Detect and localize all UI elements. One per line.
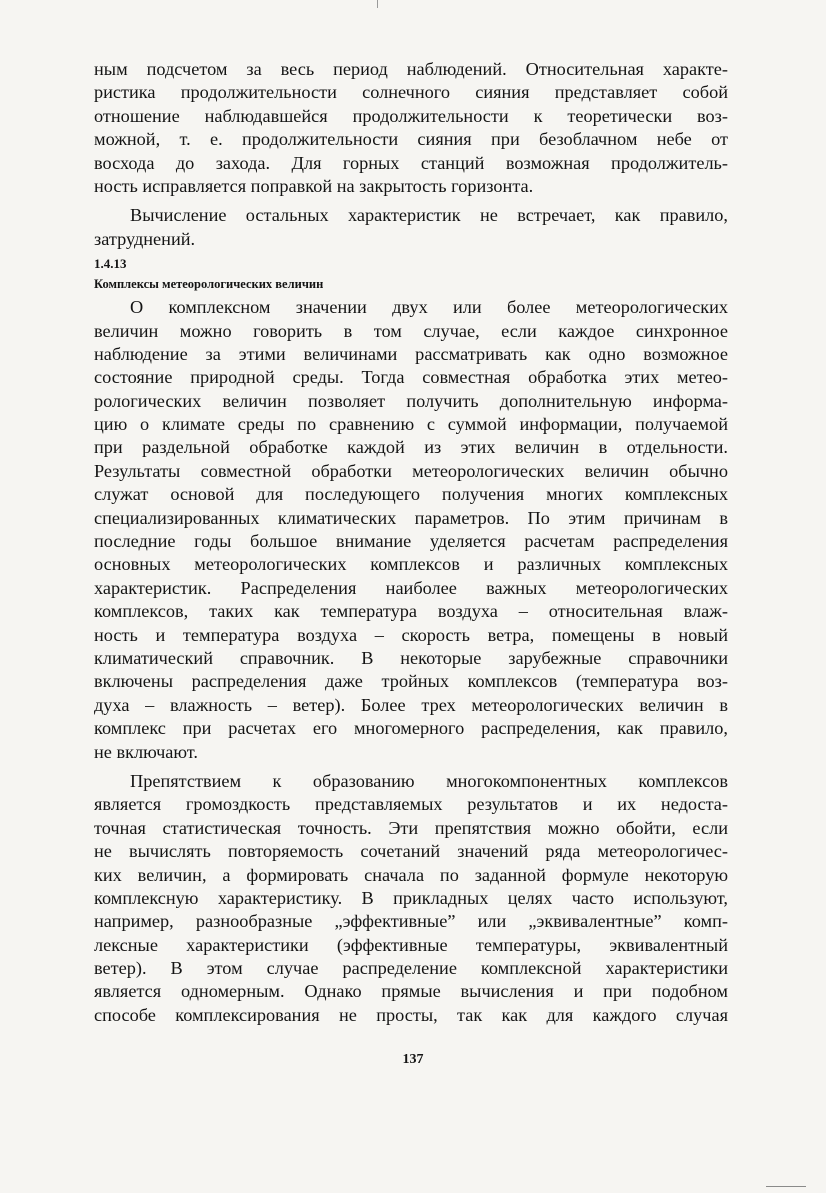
page-body [94, 58, 728, 1027]
text-line: ких величин, а формировать сначала по заданной формуле некоторую [94, 864, 728, 885]
text-line: ность и температура воздуха – скорость ветра, помещены в новый [94, 624, 728, 645]
text-line: последние годы большое внимание уделяется расчетам распределения [94, 531, 728, 552]
page-number: 137 [402, 1052, 424, 1067]
text-line: не вычислять повторяемость сочетаний значений ряда метеорологичес- [94, 841, 728, 862]
section-title: Комплексы метеорологических величин [94, 277, 324, 292]
text-line: затруднений. [94, 228, 196, 249]
text-line: комплекс при расчетах его многомерного распределения, как правило, [94, 718, 728, 739]
text-line: специализированных климатических параметров. По этим причинам в [94, 507, 728, 528]
text-line: цию о климате среды по сравнению с суммой информации, получаемой [94, 414, 728, 435]
text-line: отношение наблюдавшейся продолжительности к теоретически воз- [94, 105, 728, 126]
text-line: ристика продолжительности солнечного сияния представляет собой [94, 82, 728, 103]
scan-mark-top [377, 0, 378, 8]
text-line: при раздельной обработке каждой из этих величин в отдельности. [94, 437, 728, 458]
text-line: Вычисление остальных характеристик не встречает, как правило, [130, 205, 728, 226]
text-line: Препятствием к образованию многокомпонентных комплексов [130, 770, 728, 791]
text-line: климатический справочник. В некоторые зарубежные справочники [94, 647, 728, 668]
text-line: состояние природной среды. Тогда совместная обработка этих метео- [94, 367, 728, 388]
text-line: лексные характеристики (эффективные температуры, эквивалентный [94, 934, 728, 955]
paragraph-2 [94, 204, 728, 251]
text-line: основных метеорологических комплексов и различных комплексных [94, 554, 728, 575]
text-line: способе комплексирования не просты, так как для каждого случая [94, 1004, 728, 1025]
text-line: можной, т. е. продолжительности сияния при безоблачном небе от [94, 129, 728, 150]
text-line: характеристик. Распределения наиболее важных метеорологических [94, 577, 728, 598]
paragraph-3 [94, 296, 728, 764]
text-line: является громоздкость представляемых результатов и их недоста- [94, 794, 728, 815]
text-line: Результаты совместной обработки метеорологических величин обычно [94, 460, 728, 481]
text-line: ным подсчетом за весь период наблюдений. Относительная характе- [94, 59, 728, 79]
section-number: 1.4.13 [94, 256, 127, 272]
text-line: включены распределения даже тройных комплексов (температура воз- [94, 671, 728, 692]
scan-mark-bottom-right [766, 1186, 806, 1187]
text-line: является одномерным. Однако прямые вычисления и при подобном [94, 981, 728, 1002]
text-line: ность исправляется поправкой на закрытость горизонта. [94, 175, 534, 196]
text-line: духа – влажность – ветер). Более трех метеорологических величин в [94, 694, 728, 715]
text-line: точная статистическая точность. Эти препятствия можно обойти, если [94, 817, 728, 838]
text-line: не включают. [94, 741, 198, 762]
paragraph-1 [94, 58, 728, 198]
text-line: рологических величин позволяет получить дополнительную информа- [94, 390, 728, 411]
text-line: наблюдение за этими величинами рассматривать как одно возможное [94, 343, 728, 364]
paragraph-4 [94, 770, 728, 1027]
text-line: комплексную характеристику. В прикладных целях часто используют, [94, 887, 728, 908]
text-line: комплексов, таких как температура воздуха – относительная влаж- [94, 601, 728, 622]
text-line: ветер). В этом случае распределение комплексной характеристики [94, 958, 728, 979]
text-line: например, разнообразные „эффективные” или „эквивалентные” комп- [94, 911, 728, 932]
text-line: служат основой для последующего получения многих комплексных [94, 484, 728, 505]
text-line: О комплексном значении двух или более метеорологических [130, 297, 728, 318]
text-line: восхода до захода. Для горных станций возможная продолжитель- [94, 152, 728, 173]
text-line: величин можно говорить в том случае, если каждое синхронное [94, 320, 728, 341]
